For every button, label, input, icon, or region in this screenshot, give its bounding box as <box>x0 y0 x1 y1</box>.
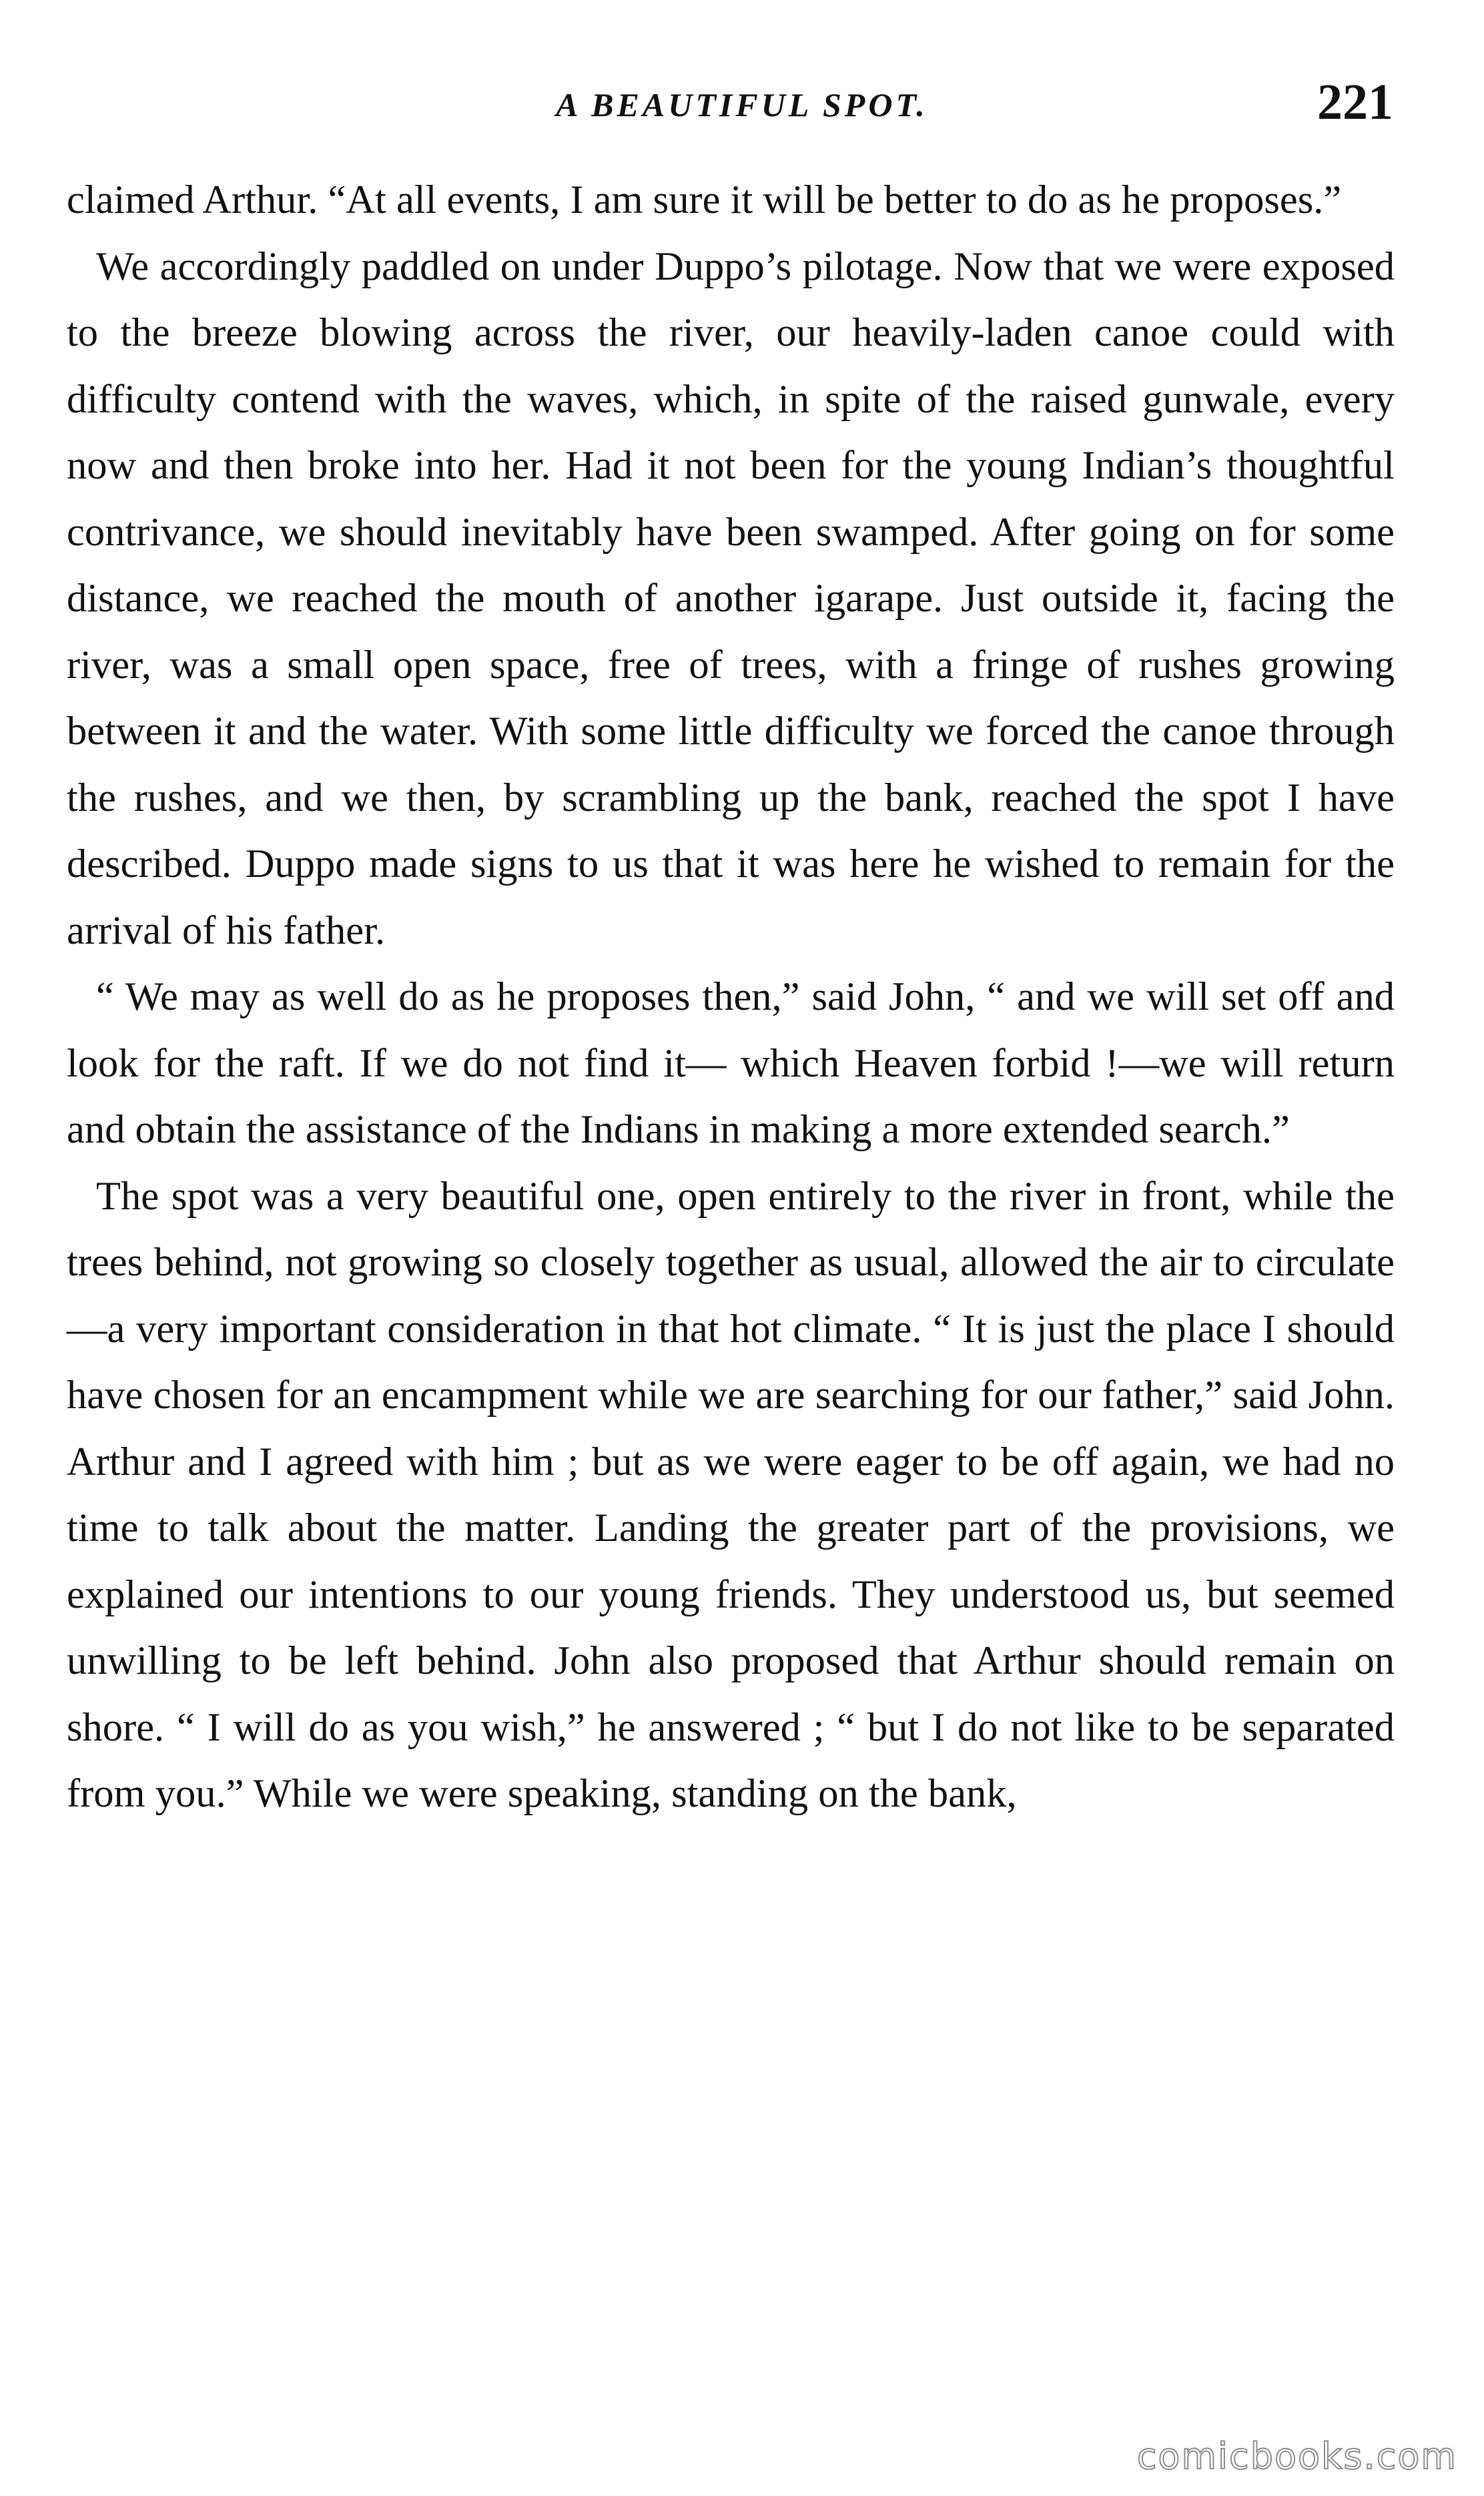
page-number: 221 <box>1317 74 1393 130</box>
paragraph-2: We accordingly paddled on under Duppo’s pilotage. Now that we were exposed to the breeze blowing across the river, our heavily-laden canoe could with difficulty contend with the waves, which, in spite of the raised gunwale, every now and then broke into her. Had it not been for the young Indian’s thoughtful contrivance, we should inevitably have been swamped. After going on for some distance, we reached the mouth of another igarape. Just outside it, facing the river, was a small open space, free of trees, with a fringe of rushes growing between it and the water. With some little difficulty we forced the canoe through the rushes, and we then, by scrambling up the bank, reached the spot I have described. Duppo made signs to us that it was here he wished to remain for the arrival of his father. <box>67 244 1395 953</box>
body-text <box>67 167 1395 1827</box>
paragraph-4: The spot was a very beautiful one, open entirely to the river in front, while the trees behind, not growing so closely together as usual, allowed the air to circulate—a very important consideration in that hot climate. “ It is just the place I should have chosen for an encampment while we are searching for our father,” said John. Arthur and I agreed with him ; but as we were eager to be off again, we had no time to talk about the matter. Landing the greater part of the provisions, we explained our intentions to our young friends. They understood us, but seemed unwilling to be left behind. John also proposed that Arthur should remain on shore. “ I will do as you wish,” he answered ; “ but I do not like to be separated from you.” While we were speaking, standing on the bank, <box>67 1173 1395 1816</box>
watermark: comicbooks.com <box>1136 2435 1457 2477</box>
paragraph-1: claimed Arthur. “At all events, I am sure it will be better to do as he proposes.” <box>67 178 1342 222</box>
running-title: A BEAUTIFUL SPOT. <box>556 86 928 123</box>
running-head <box>0 73 1484 147</box>
paragraph-3: “ We may as well do as he proposes then,” said John, “ and we will set off and look for the raft. If we do not find it— which Heaven forbid !—we will return and obtain the assistance of the Indians in making a more extended search.” <box>67 974 1395 1152</box>
